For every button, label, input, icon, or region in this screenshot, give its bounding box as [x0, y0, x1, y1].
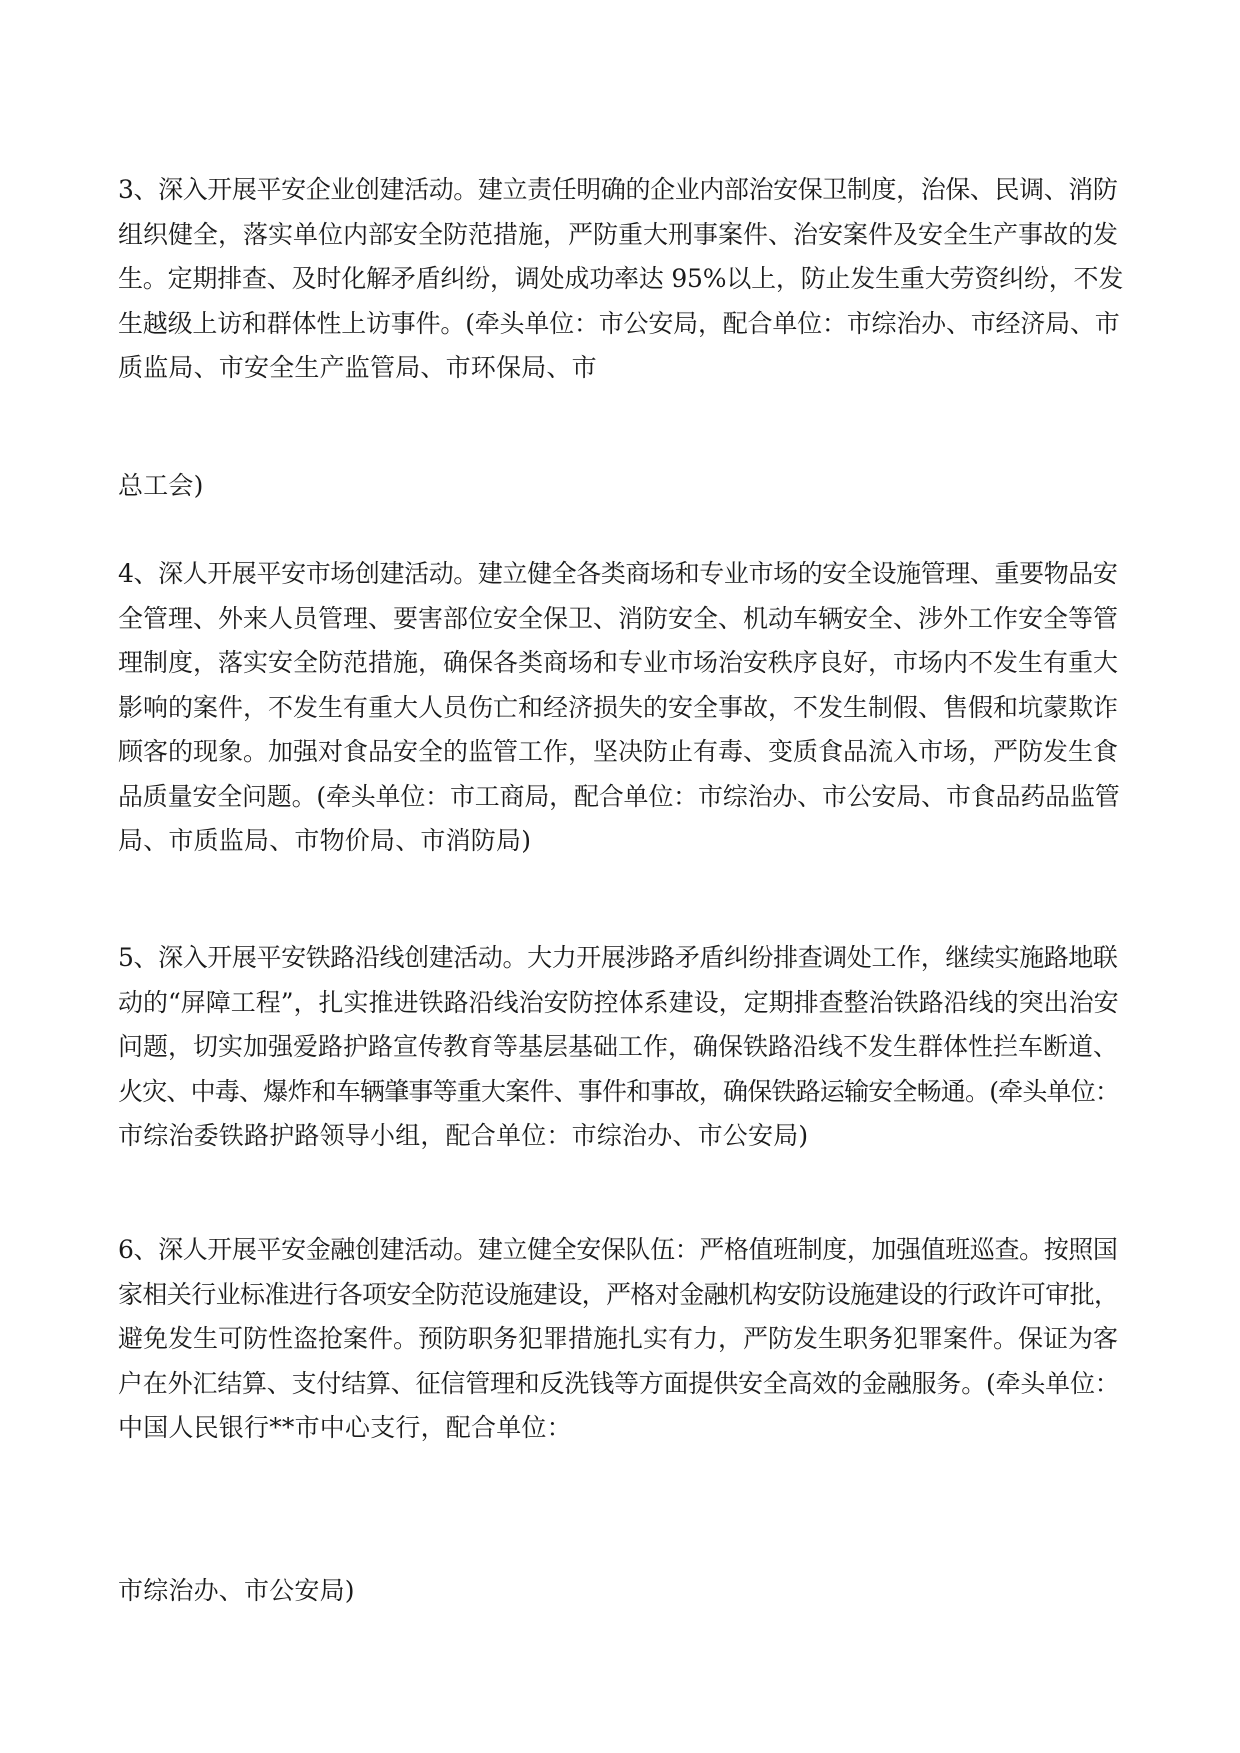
text-line: 3、深入开展平安企业创建活动。建立责任明确的企业内部治安保卫制度，治保、民调、消防: [118, 175, 1118, 204]
text-line: 组织健全，落实单位内部安全防范措施，严防重大刑事案件、治安案件及安全生产事故的发: [118, 219, 1119, 249]
text-line: 生越级上访和群体性上访事件。(牵头单位：市公安局，配合单位：市综治办、市经济局、市: [118, 308, 1120, 338]
paragraph-safe-market: [118, 552, 1123, 864]
text-line: 5、深入开展平安铁路沿线创建活动。大力开展涉路矛盾纠纷排查调处工作，继续实施路地联: [118, 943, 1118, 972]
text-line: 局、市质监局、市物价局、市消防局): [118, 826, 532, 855]
text-line: 中国人民银行**市中心支行，配合单位：: [118, 1413, 572, 1442]
paragraph-safe-finance: [118, 1228, 1123, 1451]
paragraph-safe-enterprise: [118, 168, 1123, 391]
text-line: 4、深人开展平安市场创建活动。建立健全各类商场和专业市场的安全设施管理、重要物品安: [118, 559, 1118, 588]
text-line: 问题，切实加强爱路护路宣传教育等基层基础工作，确保铁路沿线不发生群体性拦车断道、: [118, 1032, 1119, 1061]
text-line: 6、深人开展平安金融创建活动。建立健全安保队伍：严格值班制度，加强值班巡查。按照国: [118, 1235, 1118, 1264]
paragraph-continuation: [118, 464, 1123, 509]
text-line: 市综治办、市公安局): [118, 1576, 355, 1605]
text-line: 生。定期排查、及时化解矛盾纠纷，调处成功率达 95%以上，防止发生重大劳资纠纷，不发: [118, 264, 1124, 293]
text-line: 总工会): [118, 471, 204, 500]
text-line: 户在外汇结算、支付结算、征信管理和反洗钱等方面提供安全高效的金融服务。(牵头单位：: [118, 1368, 1120, 1398]
text-line: 品质量安全问题。(牵头单位：市工商局，配合单位：市综治办、市公安局、市食品药品监管: [118, 781, 1120, 811]
text-line: 市综治委铁路护路领导小组，配合单位：市综治办、市公安局): [118, 1121, 809, 1150]
text-line: 顾客的现象。加强对食品安全的监管工作，坚决防止有毒、变质食品流入市场，严防发生食: [118, 737, 1119, 766]
paragraph-continuation: [118, 1569, 1123, 1614]
paragraph-safe-railway: [118, 936, 1123, 1159]
text-line: 火灾、中毒、爆炸和车辆肇事等重大案件、事件和事故，确保铁路运输安全畅通。(牵头单位：: [118, 1076, 1120, 1106]
text-line: 质监局、市安全生产监管局、市环保局、市: [118, 353, 597, 382]
text-line: 避免发生可防性盗抢案件。预防职务犯罪措施扎实有力，严防发生职务犯罪案件。保证为客: [118, 1324, 1119, 1353]
text-line: 动的“屏障工程”，扎实推进铁路沿线治安防控体系建设，定期排查整治铁路沿线的突出治安: [118, 987, 1119, 1017]
text-line: 全管理、外来人员管理、要害部位安全保卫、消防安全、机动车辆安全、涉外工作安全等管: [118, 603, 1119, 633]
text-line: 影响的案件，不发生有重大人员伤亡和经济损失的安全事故，不发生制假、售假和坑蒙欺诈: [118, 692, 1119, 722]
text-line: 理制度，落实安全防范措施，确保各类商场和专业市场治安秩序良好，市场内不发生有重大: [118, 648, 1119, 677]
text-line: 家相关行业标准进行各项安全防范设施建设，严格对金融机构安防设施建设的行政许可审批，: [118, 1279, 1119, 1309]
